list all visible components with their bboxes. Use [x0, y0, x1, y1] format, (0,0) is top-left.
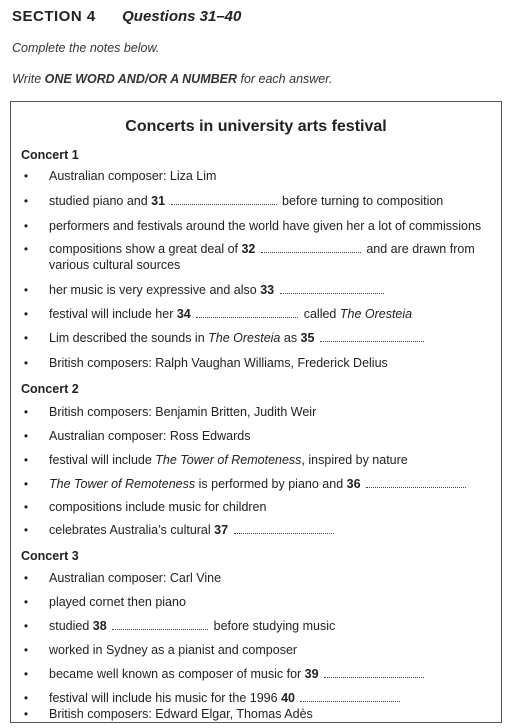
item-text — [49, 282, 495, 298]
notes-title: Concerts in university arts festival — [125, 118, 387, 135]
instruction-bold: ONE WORD AND/OR A NUMBER — [44, 72, 237, 86]
item-text: Australian composer: Liza Lim — [49, 169, 217, 183]
item-text — [49, 476, 495, 492]
bullet-icon: • — [23, 477, 29, 491]
item-text-part: celebrates Australia’s cultural — [49, 523, 215, 537]
answer-gap[interactable] — [196, 308, 298, 318]
instruction-word-limit — [12, 72, 332, 86]
question-number: 32 — [241, 242, 256, 256]
bullet-icon: • — [23, 707, 29, 721]
concert-1-heading: Concert 1 — [21, 148, 79, 162]
item-text-part: studied — [49, 619, 93, 633]
answer-gap[interactable] — [324, 668, 424, 678]
item-text: compositions include music for children — [49, 500, 267, 514]
bullet-icon: • — [23, 194, 29, 208]
item-text-part: festival will include her — [49, 307, 177, 321]
question-number: 37 — [214, 523, 229, 537]
answer-gap[interactable] — [112, 620, 208, 630]
item-text-part: The Tower of Remoteness — [155, 453, 302, 467]
question-number: 36 — [346, 477, 361, 491]
bullet-icon: • — [23, 500, 29, 514]
bullet-icon: • — [23, 169, 29, 183]
instruction-suffix: for each answer. — [237, 72, 333, 86]
question-number: 33 — [260, 283, 275, 297]
answer-gap[interactable] — [300, 692, 400, 702]
bullet-icon: • — [23, 523, 29, 537]
answer-gap[interactable] — [320, 332, 424, 342]
bullet-icon: • — [23, 405, 29, 419]
item-text-part: studied piano and — [49, 194, 152, 208]
item-text-part: The Tower of Remoteness — [49, 477, 196, 491]
notes-box — [10, 101, 502, 723]
item-text — [49, 690, 495, 706]
item-text — [49, 666, 495, 682]
bullet-icon: • — [23, 242, 29, 256]
item-text: Australian composer: Ross Edwards — [49, 429, 251, 443]
concert-3-heading: Concert 3 — [21, 549, 79, 563]
item-text: performers and festivals around the world have given her a lot of commissions — [49, 219, 482, 233]
bullet-icon: • — [23, 571, 29, 585]
item-text — [49, 522, 495, 538]
instruction-complete: Complete the notes below. — [12, 41, 160, 55]
bullet-icon: • — [23, 691, 29, 705]
question-number: 34 — [176, 307, 191, 321]
item-text — [49, 618, 495, 634]
item-text — [49, 452, 495, 468]
answer-gap[interactable] — [366, 478, 466, 488]
answer-gap[interactable] — [171, 195, 277, 205]
item-text-part: festival will include — [49, 453, 156, 467]
item-text-part: festival will include his music for the 1996 — [49, 691, 282, 705]
answer-gap[interactable] — [280, 284, 384, 294]
concert-2-heading: Concert 2 — [21, 382, 79, 396]
bullet-icon: • — [23, 283, 29, 297]
item-text: worked in Sydney as a pianist and composer — [49, 643, 298, 657]
bullet-icon: • — [23, 453, 29, 467]
item-text-part: Lim described the sounds in — [49, 331, 209, 345]
bullet-icon: • — [23, 667, 29, 681]
bullet-icon: • — [23, 619, 29, 633]
question-number: 40 — [281, 691, 295, 705]
item-text-part: before turning to composition — [282, 194, 444, 208]
item-text-part: before studying music — [213, 619, 336, 633]
item-text-part: her music is very expressive and also — [49, 283, 261, 297]
item-text-part: became well known as composer of music for — [49, 667, 305, 681]
item-text — [49, 330, 495, 346]
bullet-icon: • — [23, 307, 29, 321]
bullet-icon: • — [23, 331, 29, 345]
item-text-part: various cultural sources — [49, 258, 181, 272]
item-text-part: The Oresteia — [339, 307, 413, 321]
bullet-icon: • — [23, 356, 29, 370]
item-text-part: as — [280, 331, 301, 345]
item-text-part: , inspired by nature — [301, 453, 408, 467]
item-text: British composers: Edward Elgar, Thomas Adès — [49, 707, 313, 721]
question-number: 38 — [92, 619, 107, 633]
section-title: SECTION 4 — [12, 8, 96, 25]
item-text-part: called — [303, 307, 340, 321]
item-text — [49, 193, 495, 209]
item-text-part: The Oresteia — [208, 331, 281, 345]
questions-range: Questions 31–40 — [122, 8, 242, 25]
item-text — [49, 306, 495, 322]
item-text: Australian composer: Carl Vine — [49, 571, 222, 585]
item-text: British composers: Benjamin Britten, Judith Weir — [49, 405, 317, 419]
question-number: 39 — [304, 667, 319, 681]
item-text: played cornet then piano — [49, 595, 186, 609]
bullet-icon: • — [23, 643, 29, 657]
question-number: 31 — [151, 194, 166, 208]
question-number: 35 — [300, 331, 315, 345]
answer-gap[interactable] — [234, 524, 334, 534]
answer-gap[interactable] — [261, 243, 361, 253]
item-text: British composers: Ralph Vaughan Williams, Frederick Delius — [49, 356, 388, 370]
item-text — [49, 241, 495, 273]
item-text-part: is performed by piano and — [195, 477, 347, 491]
section-header — [12, 8, 241, 30]
bullet-icon: • — [23, 219, 29, 233]
bullet-icon: • — [23, 595, 29, 609]
item-text-part: compositions show a great deal of — [49, 242, 242, 256]
bullet-icon: • — [23, 429, 29, 443]
instruction-prefix: Write — [12, 72, 45, 86]
item-text-part: and are drawn from — [366, 242, 475, 256]
